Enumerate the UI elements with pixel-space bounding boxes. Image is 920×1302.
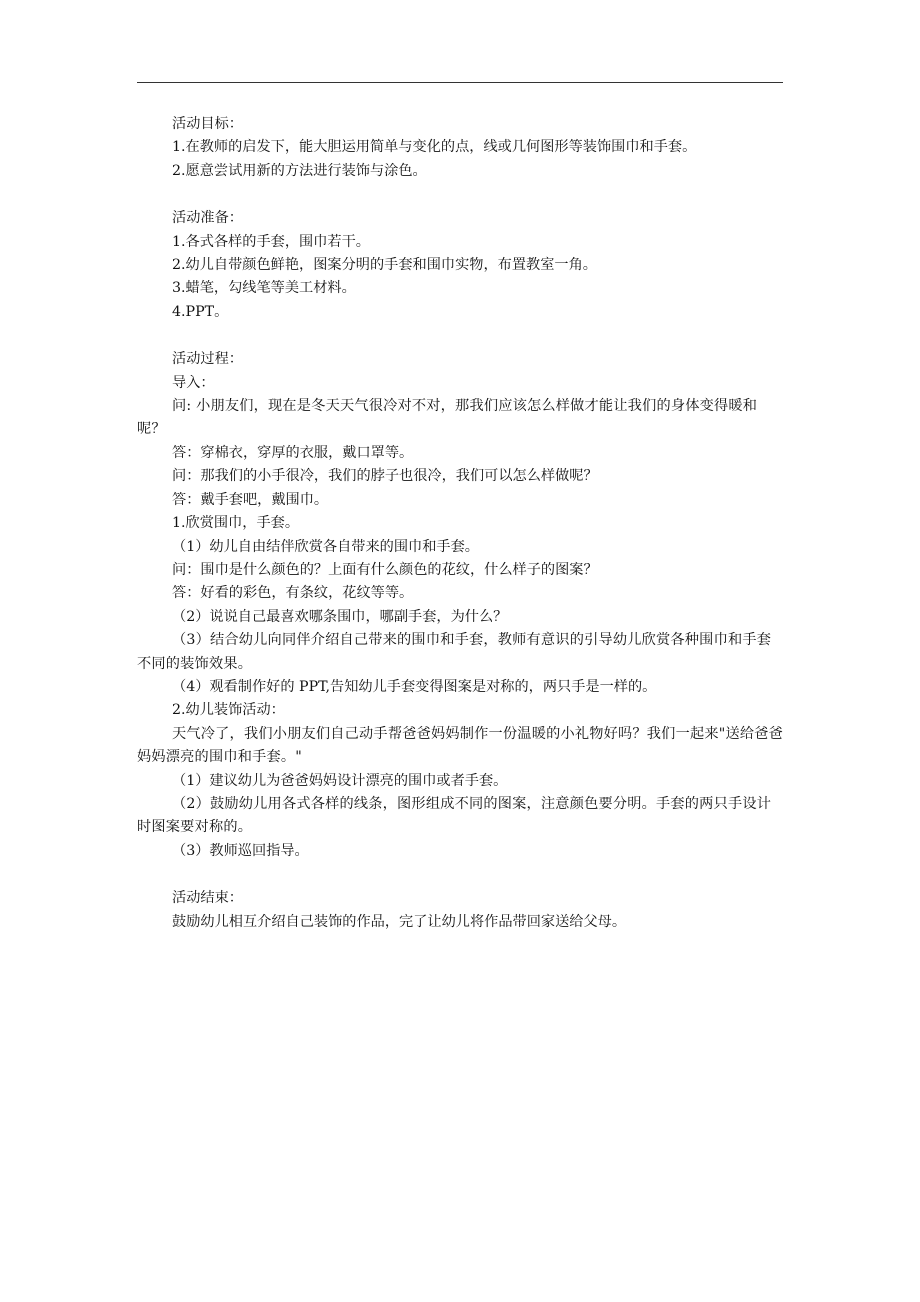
step-item: （3）教师巡回指导。 (172, 842, 309, 859)
question-line: 问：那我们的小手很冷，我们的脖子也很冷，我们可以怎么样做呢？ (172, 468, 598, 485)
step-item: （1）建议幼儿为爸爸妈妈设计漂亮的围巾或者手套。 (172, 772, 508, 789)
answer-line: 答：穿棉衣，穿厚的衣服，戴口罩等。 (172, 444, 414, 461)
step-item: （4）观看制作好的 PPT,告知幼儿手套变得图案是对称的，两只手是一样的。 (172, 678, 657, 695)
answer-line: 答：戴手套吧，戴围巾。 (172, 491, 329, 508)
question-line: 问：围巾是什么颜色的？上面有什么颜色的花纹，什么样子的图案？ (172, 561, 598, 578)
preparation-item: 3.蜡笔，勾线笔等美工材料。 (172, 280, 356, 297)
ending-heading: 活动结束： (172, 890, 243, 907)
spacer (172, 863, 784, 887)
preparation-item: 2.幼儿自带颜色鲜艳，图案分明的手套和围巾实物，布置教室一角。 (172, 257, 597, 274)
section-title: 2.幼儿装饰活动： (172, 702, 285, 719)
answer-line: 答：好看的彩色，有条纹，花纹等等。 (172, 585, 414, 602)
spacer (172, 183, 784, 207)
process-heading: 活动过程： (172, 351, 243, 368)
section-title: 1.欣赏围巾，手套。 (172, 515, 300, 532)
goals-heading: 活动目标： (172, 116, 243, 132)
preparation-item: 4.PPT。 (172, 303, 229, 320)
preparation-heading: 活动准备： (172, 210, 243, 227)
step-paragraph: （2）鼓励幼儿用各式各样的线条，图形组成不同的图案，注意颜色要分明。手套的两只手设计时图案要对称的。 (137, 795, 772, 836)
goal-item: 1.在教师的启发下，能大胆运用简单与变化的点，线或几何图形等装饰围巾和手套。 (172, 139, 697, 156)
question-paragraph: 问: 小朋友们，现在是冬天天气很冷对不对，那我们应该怎么样做才能让我们的身体变得暖和呢？ (137, 398, 758, 438)
step-paragraph: （3）结合幼儿向同伴介绍自己带来的围巾和手套，教师有意识的引导幼儿欣赏各种围巾和手套不同的装饰效果。 (137, 632, 772, 672)
spacer (172, 324, 784, 348)
process-intro: 导入： (172, 374, 215, 391)
header-rule (137, 82, 783, 83)
preparation-item: 1.各式各样的手套，围巾若干。 (172, 233, 370, 250)
activity-intro-paragraph: 天气冷了，我们小朋友们自己动手帮爸爸妈妈制作一份温暖的小礼物好吗？我们一起来"送给爸爸妈妈漂亮的围巾和手套。" (137, 725, 784, 766)
ending-text: 鼓励幼儿相互介绍自己装饰的作品，完了让幼儿将作品带回家送给父母。 (172, 913, 627, 930)
document-body (137, 113, 784, 934)
goal-item: 2.愿意尝试用新的方法进行装饰与涂色。 (172, 162, 427, 179)
step-item: （2）说说自己最喜欢哪条围巾，哪副手套，为什么？ (172, 608, 508, 625)
step-item: （1）幼儿自由结伴欣赏各自带来的围巾和手套。 (172, 538, 479, 555)
